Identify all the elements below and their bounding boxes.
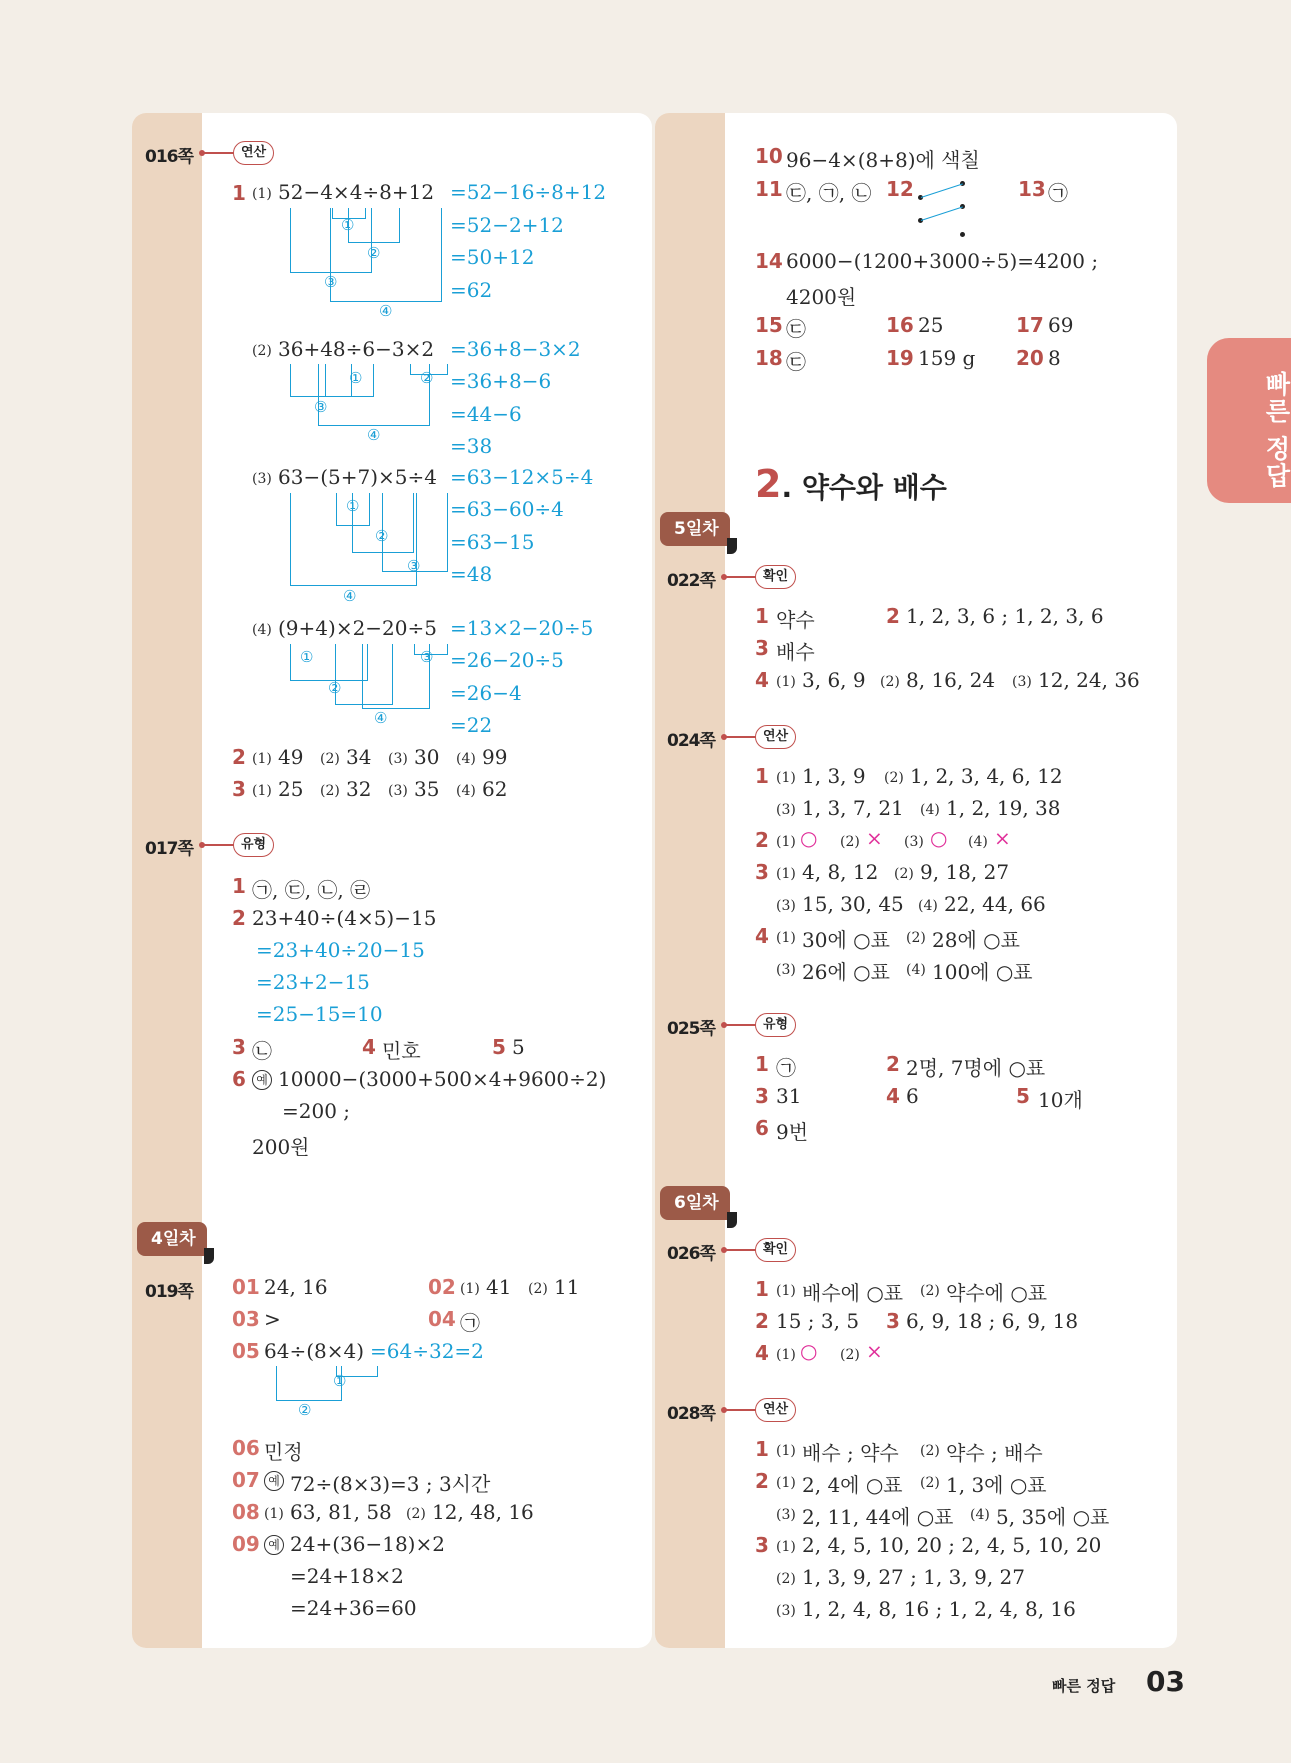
cross-mark: × xyxy=(994,826,1011,850)
sub-label: (2) xyxy=(840,834,860,850)
page-marker-line xyxy=(726,1249,756,1251)
page-label-026: 026쪽 xyxy=(667,1244,715,1264)
answer: 25 xyxy=(918,313,944,337)
sub-label: (1) xyxy=(252,751,272,767)
question-number: 04 xyxy=(428,1307,456,1331)
cross-mark: × xyxy=(866,826,883,850)
sub-label: (4) xyxy=(918,898,938,914)
question-number: 1 xyxy=(755,764,769,788)
sub-label: (3) xyxy=(776,1603,796,1619)
circle-mark: ○ xyxy=(800,1339,818,1363)
answer: 24, 16 xyxy=(264,1275,328,1299)
answer: 5 xyxy=(512,1035,525,1059)
answer: 30에 ○표 xyxy=(802,928,890,952)
answer: 32 xyxy=(346,777,372,801)
question-number: 16 xyxy=(886,313,914,337)
question-number: 14 xyxy=(755,249,783,273)
question-number: 3 xyxy=(232,1035,246,1059)
result-line: =26−4 xyxy=(450,681,522,705)
sub-label: (4) xyxy=(906,962,926,978)
step-marker: ④ xyxy=(343,587,357,605)
answer: 10개 xyxy=(1038,1088,1083,1112)
step-marker: ② xyxy=(375,527,389,545)
answer: 200원 xyxy=(252,1135,310,1159)
answer: 약수에 ○표 xyxy=(946,1281,1048,1305)
answer: 배수 ; 약수 xyxy=(802,1441,899,1465)
answer: 12, 24, 36 xyxy=(1038,668,1140,692)
matching-dot xyxy=(960,232,965,237)
cross-mark: × xyxy=(866,1339,883,1363)
sub-label: (4) xyxy=(252,622,272,638)
day-tag-6: 6일차 xyxy=(660,1186,730,1220)
section-title-text: . 약수와 배수 xyxy=(781,471,947,504)
question-number: 4 xyxy=(362,1035,376,1059)
answer: 9번 xyxy=(776,1120,809,1144)
tag-yeonsan: 연산 xyxy=(755,725,796,749)
answer: 1, 3에 ○표 xyxy=(946,1473,1047,1497)
sub-label: (2) xyxy=(920,1475,940,1491)
sub-label: (2) xyxy=(920,1443,940,1459)
answer: 49 xyxy=(278,745,304,769)
answer: 약수 ; 배수 xyxy=(946,1441,1043,1465)
answer: 배수에 ○표 xyxy=(802,1281,904,1305)
result-line: =38 xyxy=(450,434,493,458)
sub-label: (2) xyxy=(320,751,340,767)
sub-label: (1) xyxy=(776,834,796,850)
question-number: 3 xyxy=(886,1309,900,1333)
sub-label: (1) xyxy=(252,783,272,799)
answer: 3, 6, 9 xyxy=(802,668,866,692)
answer: 15, 30, 45 xyxy=(802,892,904,916)
step-marker: ② xyxy=(420,369,434,387)
step-marker: ① xyxy=(341,216,355,234)
question-number: 2 xyxy=(232,906,246,930)
question-number: 02 xyxy=(428,1275,456,1299)
question-number: 2 xyxy=(755,828,769,852)
sub-label: (1) xyxy=(776,674,796,690)
order-bracket xyxy=(330,208,442,302)
answer: 30 xyxy=(414,745,440,769)
result-line: =64÷32=2 xyxy=(370,1339,484,1363)
answer: 민호 xyxy=(382,1039,421,1063)
question-number: 06 xyxy=(232,1436,260,1460)
answer: ㉠ xyxy=(460,1311,480,1335)
question-number: 03 xyxy=(232,1307,260,1331)
section-title xyxy=(755,462,947,506)
sub-label: (1) xyxy=(776,1443,796,1459)
answer: 11 xyxy=(554,1275,580,1299)
step-marker: ③ xyxy=(407,557,421,575)
question-number: 01 xyxy=(232,1275,260,1299)
expression: 63−(5+7)×5÷4 xyxy=(278,465,437,489)
expression: 64÷(8×4) xyxy=(264,1339,365,1363)
example-badge: 예 xyxy=(252,1070,272,1090)
question-number: 4 xyxy=(755,668,769,692)
answer: 1, 2, 19, 38 xyxy=(946,796,1061,820)
result-line: =25−15=10 xyxy=(256,1002,383,1026)
result-line: =52−2+12 xyxy=(450,213,564,237)
result-line: =63−15 xyxy=(450,530,535,554)
page-marker-line xyxy=(726,576,756,578)
answer: 6 xyxy=(906,1084,919,1108)
answer: ㉡ xyxy=(252,1039,272,1063)
page-label-028: 028쪽 xyxy=(667,1404,715,1424)
question-number: 09 xyxy=(232,1532,260,1556)
answer: 6000−(1200+3000÷5)=4200 ; xyxy=(786,249,1099,273)
question-number: 05 xyxy=(232,1339,260,1363)
result-line: =13×2−20÷5 xyxy=(450,616,594,640)
expression: 52−4×4÷8+12 xyxy=(278,180,435,204)
answer: 96−4×(8+8)에 색칠 xyxy=(786,148,980,172)
day-tag-5: 5일차 xyxy=(660,512,730,546)
sub-label: (2) xyxy=(920,1283,940,1299)
question-number: 1 xyxy=(755,1277,769,1301)
sub-label: (4) xyxy=(456,783,476,799)
order-bracket xyxy=(362,644,430,709)
sub-label: (1) xyxy=(776,1539,796,1555)
step-marker: ① xyxy=(300,648,314,666)
step-marker: ② xyxy=(367,244,381,262)
question-number: 4 xyxy=(755,924,769,948)
step-marker: ③ xyxy=(420,648,434,666)
step-marker: ③ xyxy=(314,398,328,416)
question-number: 12 xyxy=(886,177,914,201)
order-bracket xyxy=(276,1366,342,1401)
example-badge: 예 xyxy=(264,1535,284,1555)
tag-yeonsan: 연산 xyxy=(755,1398,796,1422)
question-number: 2 xyxy=(886,1052,900,1076)
example-badge: 예 xyxy=(264,1471,284,1491)
sub-label: (2) xyxy=(906,930,926,946)
answer: 8, 16, 24 xyxy=(906,668,996,692)
sub-label: (4) xyxy=(970,1507,990,1523)
answer: 99 xyxy=(482,745,508,769)
answer: ㉢ xyxy=(786,350,806,374)
sub-label: (2) xyxy=(320,783,340,799)
question-number: 5 xyxy=(1016,1084,1030,1108)
step-marker: ① xyxy=(349,369,363,387)
step-marker: ④ xyxy=(374,709,388,727)
side-tab-quick-answers[interactable]: 빠른 정답 xyxy=(1207,338,1291,503)
answer: 5, 35에 ○표 xyxy=(996,1505,1110,1529)
answer: 2, 4에 ○표 xyxy=(802,1473,903,1497)
step-marker: ④ xyxy=(367,426,381,444)
sub-label: (1) xyxy=(776,930,796,946)
answer: 민정 xyxy=(264,1440,303,1464)
page-label-022: 022쪽 xyxy=(667,571,715,591)
question-number: 1 xyxy=(755,1437,769,1461)
step-marker: ① xyxy=(346,497,360,515)
sub-label: (4) xyxy=(968,834,988,850)
answer: 69 xyxy=(1048,313,1074,337)
expression: 24+(36−18)×2 xyxy=(290,1532,445,1556)
sub-label: (2) xyxy=(406,1506,426,1522)
question-number: 4 xyxy=(886,1084,900,1108)
sub-label: (2) xyxy=(894,866,914,882)
result-line: =24+36=60 xyxy=(290,1596,417,1620)
footer-label: 빠른 정답 xyxy=(1052,1677,1116,1695)
result-line: =63−12×5÷4 xyxy=(450,465,594,489)
question-number: 2 xyxy=(232,745,246,769)
answer: 12, 48, 16 xyxy=(432,1500,534,1524)
question-number: 3 xyxy=(755,636,769,660)
answer: 25 xyxy=(278,777,304,801)
answer: 1, 2, 3, 6 ; 1, 2, 3, 6 xyxy=(906,604,1104,628)
question-number: 5 xyxy=(492,1035,506,1059)
question-number: 19 xyxy=(886,346,914,370)
question-number: 3 xyxy=(232,777,246,801)
page-marker-line xyxy=(726,736,756,738)
sub-label: (1) xyxy=(252,186,272,202)
result-line: =36+8−3×2 xyxy=(450,337,581,361)
sub-label: (1) xyxy=(776,1347,796,1363)
sub-label: (3) xyxy=(776,962,796,978)
answer: 31 xyxy=(776,1084,802,1108)
sub-label: (2) xyxy=(252,343,272,359)
step-marker: ① xyxy=(333,1372,347,1390)
answer: > xyxy=(264,1307,281,1331)
answer: ㉠ xyxy=(776,1056,796,1080)
answer: 8 xyxy=(1048,346,1061,370)
result-line: =48 xyxy=(450,562,493,586)
order-bracket xyxy=(318,364,430,426)
question-number: 07 xyxy=(232,1468,260,1492)
step-marker: ④ xyxy=(379,302,393,320)
page-number: 03 xyxy=(1146,1665,1185,1698)
left-column-stripe xyxy=(132,113,202,1648)
page-marker-line xyxy=(726,1409,756,1411)
question-number: 4 xyxy=(755,1341,769,1365)
result-line: =50+12 xyxy=(450,245,535,269)
sub-label: (3) xyxy=(1012,674,1032,690)
expression: 23+40÷(4×5)−15 xyxy=(252,906,437,930)
sub-label: (3) xyxy=(776,898,796,914)
page-label-016: 016쪽 xyxy=(145,147,193,167)
result-line: =23+2−15 xyxy=(256,970,370,994)
question-number: 2 xyxy=(886,604,900,628)
answer: 35 xyxy=(414,777,440,801)
result-line: =44−6 xyxy=(450,402,522,426)
sub-label: (2) xyxy=(528,1281,548,1297)
expression: 36+48÷6−3×2 xyxy=(278,337,435,361)
question-number: 1 xyxy=(232,181,246,205)
sub-label: (3) xyxy=(388,751,408,767)
sub-label: (1) xyxy=(264,1506,284,1522)
sub-label: (3) xyxy=(252,471,272,487)
result-line: =62 xyxy=(450,278,493,302)
answer: 9, 18, 27 xyxy=(920,860,1010,884)
sub-label: (3) xyxy=(388,783,408,799)
answer: 2, 4, 5, 10, 20 ; 2, 4, 5, 10, 20 xyxy=(802,1533,1102,1557)
question-number: 2 xyxy=(755,1469,769,1493)
sub-label: (1) xyxy=(776,770,796,786)
answer: ㉢, ㉠, ㉡ xyxy=(786,181,872,205)
section-number: 2 xyxy=(755,462,782,506)
expression: 10000−(3000+500×4+9600÷2) xyxy=(278,1067,607,1091)
answer: 62 xyxy=(482,777,508,801)
question-number: 6 xyxy=(755,1116,769,1140)
tag-hwagin: 확인 xyxy=(755,1238,796,1262)
sub-label: (2) xyxy=(880,674,900,690)
tag-hwagin: 확인 xyxy=(755,565,796,589)
tag-yeonsan: 연산 xyxy=(233,141,274,165)
right-column xyxy=(655,113,1177,1648)
answer: 약수 xyxy=(776,608,815,632)
answer: 15 ; 3, 5 xyxy=(776,1309,860,1333)
answer: 2명, 7명에 ○표 xyxy=(906,1056,1046,1080)
day-tag-4: 4일차 xyxy=(137,1222,207,1256)
answer: 41 xyxy=(486,1275,512,1299)
question-number: 3 xyxy=(755,1533,769,1557)
answer: 1, 3, 7, 21 xyxy=(802,796,904,820)
sub-label: (3) xyxy=(776,802,796,818)
page-label-019: 019쪽 xyxy=(145,1282,193,1302)
sub-label: (1) xyxy=(776,866,796,882)
answer: 배수 xyxy=(776,640,815,664)
answer: 6, 9, 18 ; 6, 9, 18 xyxy=(906,1309,1079,1333)
answer: 4200원 xyxy=(786,285,857,309)
sub-label: (3) xyxy=(904,834,924,850)
tag-yuhyeong: 유형 xyxy=(755,1013,796,1037)
result-line: =24+18×2 xyxy=(290,1564,404,1588)
question-number: 11 xyxy=(755,177,783,201)
page-label-024: 024쪽 xyxy=(667,731,715,751)
question-number: 17 xyxy=(1016,313,1044,337)
question-number: 3 xyxy=(755,1084,769,1108)
circle-mark: ○ xyxy=(930,826,948,850)
sub-label: (4) xyxy=(920,802,940,818)
sub-label: (4) xyxy=(456,751,476,767)
result-line: =36+8−6 xyxy=(450,369,552,393)
question-number: 20 xyxy=(1016,346,1044,370)
answer: 1, 2, 4, 8, 16 ; 1, 2, 4, 8, 16 xyxy=(802,1597,1076,1621)
result-line: =52−16÷8+12 xyxy=(450,180,607,204)
result-line: =200 ; xyxy=(282,1099,351,1123)
answer: 1, 2, 3, 4, 6, 12 xyxy=(910,764,1063,788)
page-marker-line xyxy=(204,844,234,846)
answer: 2, 11, 44에 ○표 xyxy=(802,1505,954,1529)
step-marker: ③ xyxy=(324,273,338,291)
question-number: 2 xyxy=(755,1309,769,1333)
answer: 26에 ○표 xyxy=(802,960,890,984)
page-label-017: 017쪽 xyxy=(145,839,193,859)
sub-label: (3) xyxy=(776,1507,796,1523)
sub-label: (1) xyxy=(776,1283,796,1299)
page-marker-line xyxy=(204,152,234,154)
answer: 1, 3, 9, 27 ; 1, 3, 9, 27 xyxy=(802,1565,1025,1589)
result-line: =26−20÷5 xyxy=(450,648,564,672)
page-marker-line xyxy=(726,1024,756,1026)
answer: 34 xyxy=(346,745,372,769)
question-number: 10 xyxy=(755,144,783,168)
circle-mark: ○ xyxy=(800,826,818,850)
sub-label: (1) xyxy=(460,1281,480,1297)
answer: 1, 3, 9 xyxy=(802,764,866,788)
answer: 22, 44, 66 xyxy=(944,892,1046,916)
page-label-025: 025쪽 xyxy=(667,1019,715,1039)
result-line: =63−60÷4 xyxy=(450,497,564,521)
question-number: 1 xyxy=(755,1052,769,1076)
step-marker: ② xyxy=(298,1401,312,1419)
answer: 159 g xyxy=(918,346,976,370)
result-line: =22 xyxy=(450,713,493,737)
sub-label: (2) xyxy=(884,770,904,786)
answer: 72÷(8×3)=3 ; 3시간 xyxy=(290,1472,491,1496)
question-number: 13 xyxy=(1018,177,1046,201)
answer: ㉠, ㉢, ㉡, ㉣ xyxy=(252,878,371,902)
answer: 4, 8, 12 xyxy=(802,860,879,884)
answer: ㉠ xyxy=(1048,181,1068,205)
step-marker: ② xyxy=(328,679,342,697)
sub-label: (2) xyxy=(840,1347,860,1363)
question-number: 6 xyxy=(232,1067,246,1091)
order-bracket xyxy=(290,493,417,586)
question-number: 18 xyxy=(755,346,783,370)
question-number: 1 xyxy=(232,874,246,898)
expression: (9+4)×2−20÷5 xyxy=(278,616,437,640)
question-number: 15 xyxy=(755,313,783,337)
answer: 63, 81, 58 xyxy=(290,1500,392,1524)
answer: 100에 ○표 xyxy=(932,960,1033,984)
question-number: 1 xyxy=(755,604,769,628)
answer: 28에 ○표 xyxy=(932,928,1020,952)
result-line: =23+40÷20−15 xyxy=(256,938,425,962)
tag-yuhyeong: 유형 xyxy=(233,833,274,857)
answer: ㉢ xyxy=(786,317,806,341)
sub-label: (1) xyxy=(776,1475,796,1491)
question-number: 08 xyxy=(232,1500,260,1524)
sub-label: (2) xyxy=(776,1571,796,1587)
question-number: 3 xyxy=(755,860,769,884)
